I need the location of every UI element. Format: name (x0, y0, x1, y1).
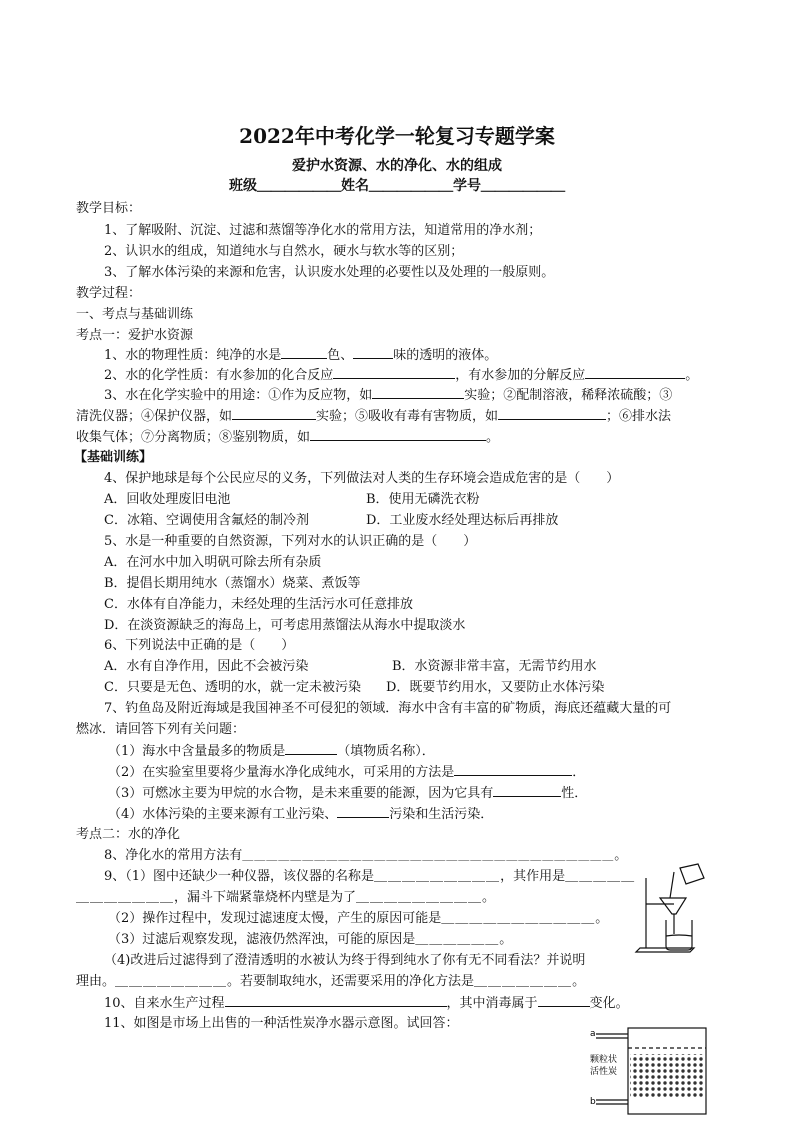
answer-blank[interactable]: ＿＿＿＿＿＿＿＿＿ (356, 890, 483, 905)
point-1-heading: 考点一：爱护水资源 (76, 328, 194, 343)
process-heading: 教学过程： (76, 286, 142, 301)
question-6-option-c[interactable]: C．只要是无色、透明的水，就一定未被污染 (104, 680, 361, 695)
class-label: 班级 (229, 178, 257, 194)
question-7-line-2: 燃冰．请回答下列有关问题： (76, 722, 246, 737)
student-info-line (0, 177, 794, 195)
question-6-option-b[interactable]: B．水资源非常丰富，无需节约用水 (392, 659, 597, 674)
question-3-line-3: 收集气体；⑦分离物质；⑧鉴别物质，如 。 (76, 430, 500, 445)
class-blank[interactable]: ＿＿＿＿＿＿ (257, 178, 341, 194)
filtration-apparatus-figure (630, 862, 712, 956)
question-9-line-4: （3）过滤后观察发现，滤液仍然浑浊，可能的原因是＿＿＿＿＿＿。 (108, 932, 513, 947)
answer-blank[interactable]: ＿＿＿＿＿＿ (415, 932, 500, 947)
section-1-heading: 一、考点与基础训练 (76, 307, 194, 322)
name-blank[interactable]: ＿＿＿＿＿＿ (369, 178, 453, 194)
point-2-heading: 考点二：水的净化 (76, 827, 181, 842)
answer-blank[interactable] (333, 366, 455, 379)
question-9-line-3: （2）操作过程中，发现过滤速度太慢，产生的原因可能是＿＿＿＿＿＿＿＿＿＿＿。 (108, 911, 609, 926)
question-5-option-c[interactable]: C．水体有自净能力，未经处理的生活污水可任意排放 (104, 597, 413, 612)
pouring-beaker (680, 864, 704, 884)
answer-blank[interactable] (281, 346, 327, 359)
name-label: 姓名 (341, 178, 369, 194)
question-7-line-1: 7、钓鱼岛及附近海域是我国神圣不可侵犯的领域．海水中含有丰富的矿物质，海底还蕴藏大量的可 (104, 701, 672, 716)
question-10: 10、自来水生产过程 ，其中消毒属于 变化。 (104, 996, 629, 1011)
document-title: 2022年中考化学一轮复习专题学案 (239, 124, 555, 148)
answer-blank[interactable] (498, 407, 606, 420)
question-6-stem: 6、下列说法中正确的是（ ） (104, 638, 295, 653)
question-5-option-d[interactable]: D．在淡资源缺乏的海岛上，可考虑用蒸馏法从海水中提取淡水 (104, 618, 466, 633)
question-7-sub-4: （4）水体污染的主要来源有工业污染、 污染和生活污染． (108, 807, 494, 822)
answer-blank[interactable] (538, 994, 590, 1007)
question-7-sub-1: （1）海水中含量最多的物质是 （填物质名称）． (108, 744, 435, 759)
answer-blank[interactable] (493, 784, 561, 797)
question-4-option-b[interactable]: B．使用无磷洗衣粉 (366, 492, 480, 507)
answer-blank[interactable]: ＿＿＿＿＿＿＿＿＿ (374, 869, 501, 884)
carbon-purifier-figure (584, 1020, 714, 1120)
question-9-line-1: 9、（1）图中还缺少一种仪器，该仪器的名称是＿＿＿＿＿＿＿＿＿，其作用是＿＿＿＿＿ (104, 869, 636, 884)
objective-3: 3、了解水体污染的来源和危害，认识废水处理的必要性以及处理的一般原则。 (104, 265, 555, 280)
answer-blank[interactable] (353, 346, 393, 359)
document-subtitle: 爱护水资源、水的净化、水的组成 (292, 158, 502, 174)
id-label: 学号 (453, 178, 481, 194)
question-1: 1、水的物理性质：纯净的水是 色、 味的透明的液体。 (104, 348, 498, 363)
answer-blank[interactable]: ＿＿＿＿＿＿＿ (76, 890, 175, 905)
basic-training-heading: 【基础训练】 (74, 450, 153, 465)
question-6-option-a[interactable]: A．水有自净作用，因此不会被污染 (104, 659, 309, 674)
answer-blank[interactable]: ＿＿＿＿＿ (565, 869, 636, 884)
answer-blank[interactable]: ＿＿＿＿＿＿＿ (474, 974, 573, 989)
answer-blank[interactable]: ＿＿＿＿＿＿＿＿ (115, 974, 228, 989)
beaker-water-line (666, 935, 692, 936)
objective-2: 2、认识水的组成，知道纯水与自然水，硬水与软水等的区别； (104, 244, 464, 259)
glass-rod (670, 872, 674, 898)
question-3-line-2: 清洗仪器；④保护仪器，如 实验；⑤吸收有毒有害物质，如 ；⑥排水法 (76, 409, 672, 424)
question-9-line-6: 理由。＿＿＿＿＿＿＿＿。若要制取纯水，还需要采用的净化方法是＿＿＿＿＿＿＿。 (76, 974, 586, 989)
answer-blank[interactable]: ＿＿＿＿＿＿＿＿＿＿＿＿＿＿＿＿＿＿＿＿＿＿＿＿＿＿＿＿＿＿＿ (242, 849, 615, 862)
id-blank[interactable]: ＿＿＿＿＿＿ (481, 178, 565, 194)
objectives-heading: 教学目标： (76, 201, 142, 216)
question-6-option-d[interactable]: D．既要节约用水，又要防止水体污染 (386, 680, 605, 695)
question-4-option-d[interactable]: D．工业废水经处理达标后再排放 (366, 513, 559, 528)
question-8: 8、净化水的常用方法有＿＿＿＿＿＿＿＿＿＿＿＿＿＿＿＿＿＿＿＿＿＿＿＿＿＿＿＿＿＿＿。 (104, 848, 628, 863)
question-5-option-b[interactable]: B．提倡长期用纯水（蒸馏水）烧菜、煮饭等 (104, 576, 361, 591)
label-carbon-2: 活性炭 (590, 1067, 618, 1077)
label-a: a (590, 1029, 596, 1039)
question-7-sub-2: （2）在实验室里要将少量海水净化成纯水，可采用的方法是 ． (108, 765, 586, 780)
answer-blank[interactable] (232, 407, 316, 420)
answer-blank[interactable] (225, 994, 447, 1007)
question-4-option-a[interactable]: A．回收处理废旧电池 (104, 492, 231, 507)
label-carbon-1: 颗粒状 (590, 1055, 618, 1065)
question-11: 11、如图是市场上出售的一种活性炭净水器示意图。试回答： (104, 1016, 459, 1031)
question-3-line-1: 3、水在化学实验中的用途：①作为反应物，如 实验；②配制溶液，稀释浓硫酸；③ (104, 388, 673, 403)
answer-blank[interactable] (454, 763, 572, 776)
funnel-cone (660, 898, 686, 914)
answer-blank[interactable] (285, 742, 337, 755)
label-b: b (590, 1097, 596, 1107)
answer-blank[interactable] (372, 386, 464, 399)
question-4-stem: 4、保护地球是每个公民应尽的义务，下列做法对人类的生存环境会造成危害的是（ ） (104, 471, 620, 486)
question-9-line-2: ＿＿＿＿＿＿＿，漏斗下端紧靠烧杯内壁是为了＿＿＿＿＿＿＿＿＿。 (76, 890, 496, 905)
answer-blank[interactable]: ＿＿＿＿＿＿＿＿＿＿＿ (441, 911, 596, 926)
question-7-sub-3: （3）可燃冰主要为甲烷的水合物，是未来重要的能源，因为它具有 性． (108, 786, 588, 801)
question-5-stem: 5、水是一种重要的自然资源，下列对水的认识正确的是（ ） (104, 534, 477, 549)
objective-1: 1、了解吸附、沉淀、过滤和蒸馏等净化水的常用方法，知道常用的净水剂； (104, 223, 542, 238)
question-5-option-a[interactable]: A．在河水中加入明矾可除去所有杂质 (104, 555, 322, 570)
question-2: 2、水的化学性质：有水参加的化合反应 ，有水参加的分解反应 。 (104, 368, 699, 383)
answer-blank[interactable] (310, 428, 486, 441)
carbon-granules (630, 1054, 704, 1098)
answer-blank[interactable] (337, 805, 389, 818)
question-4-option-c[interactable]: C．冰箱、空调使用含氟烃的制冷剂 (104, 513, 309, 528)
question-9-line-5: （4)改进后过滤得到了澄清透明的水被认为终于得到纯水了你有无不同看法？并说明 (104, 953, 586, 968)
answer-blank[interactable] (585, 366, 685, 379)
